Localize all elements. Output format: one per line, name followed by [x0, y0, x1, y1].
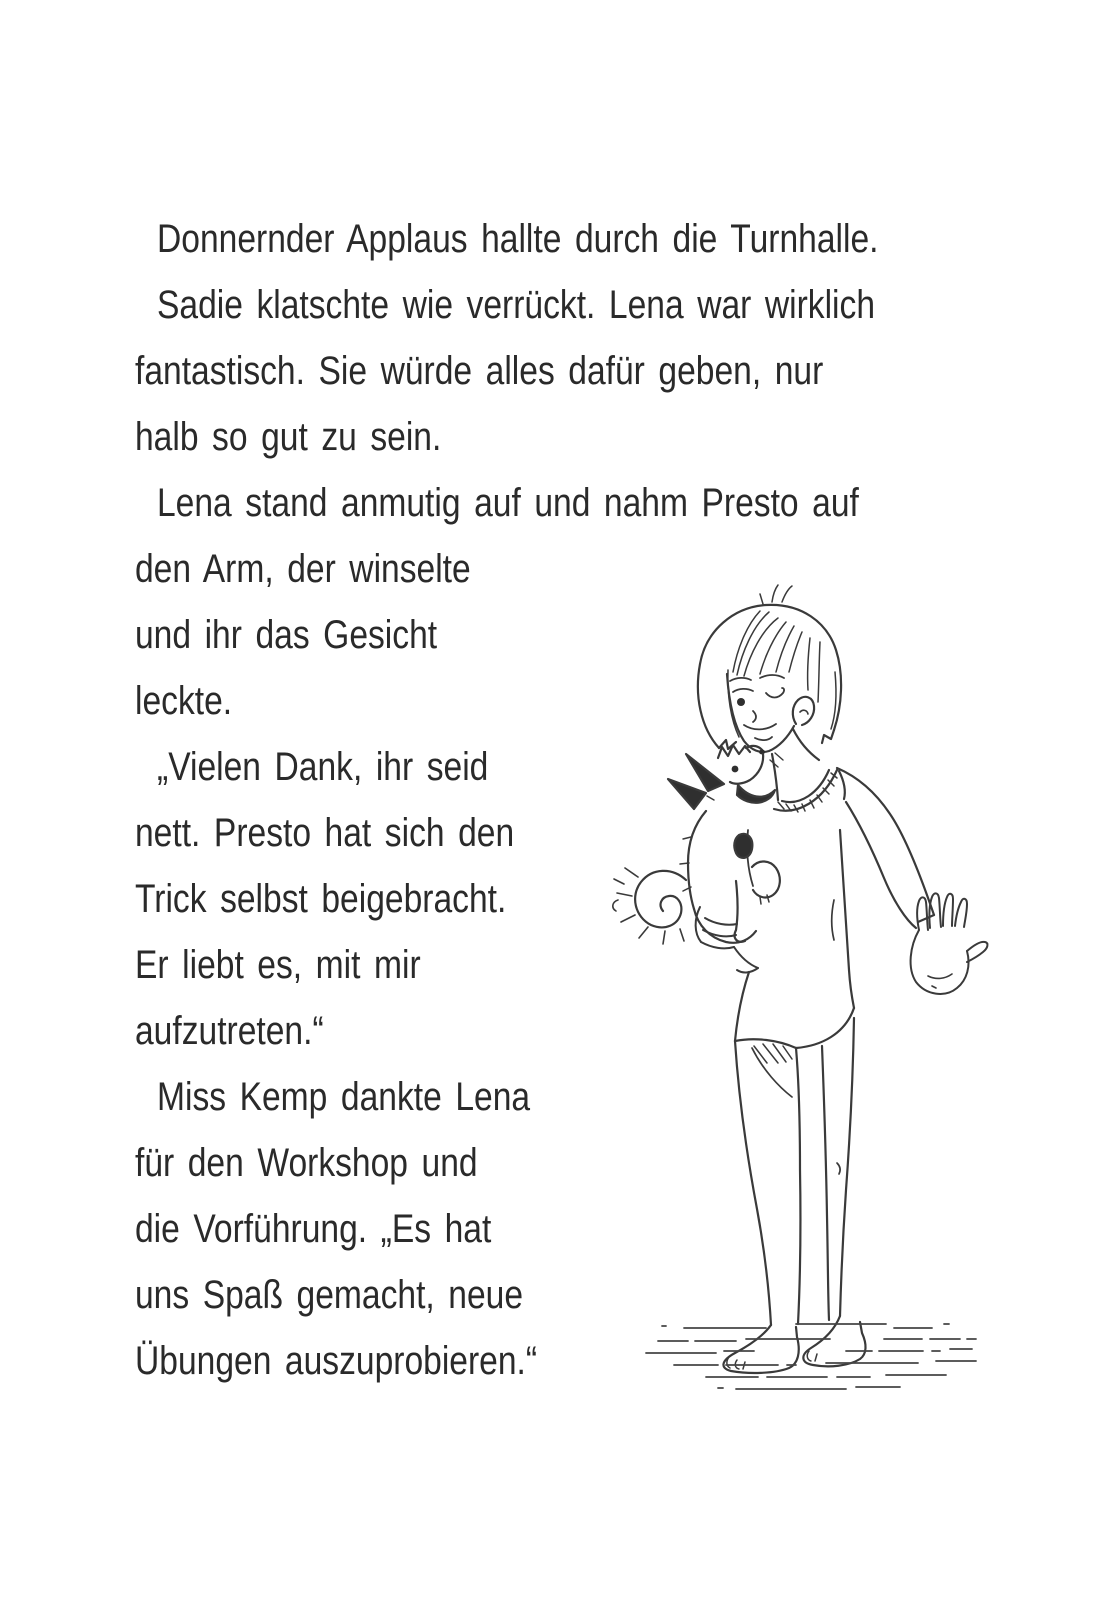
story-line-text: Sadie klatschte wie verrückt. Lena war wirklich: [157, 283, 876, 327]
girl-spread-hand: [911, 893, 988, 994]
dog-mouth: [737, 785, 775, 803]
story-line: [157, 272, 876, 338]
dog-chest: [688, 811, 706, 909]
girl-leotard: [735, 830, 854, 1097]
story-line-text: Trick selbst beigebracht.: [135, 877, 507, 921]
girl-brow-left: [730, 678, 751, 681]
story-line-text: nett. Presto hat sich den: [135, 811, 515, 855]
dog-belly: [694, 909, 756, 943]
story-line-text: Übungen auszuprobieren.“: [135, 1339, 538, 1383]
dog-figure: [613, 745, 780, 944]
story-line: [157, 206, 879, 272]
girl-holding-hand: [696, 907, 758, 972]
lena-presto-illustration: [588, 578, 1000, 1410]
girl-open-eye: [737, 698, 745, 706]
girl-legs: [735, 1018, 854, 1325]
girl-figure: [696, 585, 988, 1373]
story-line-text: leckte.: [135, 679, 233, 723]
story-line-text: und ihr das Gesicht: [135, 613, 438, 657]
story-line-text: halb so gut zu sein.: [135, 415, 442, 459]
girl-chin: [755, 737, 772, 740]
girl-nose: [753, 711, 756, 722]
story-line-text: uns Spaß gemacht, neue: [135, 1273, 524, 1317]
story-line-text: fantastisch. Sie würde alles dafür geben, nur: [135, 349, 824, 393]
dog-ear: [686, 754, 724, 791]
dog-eye: [732, 766, 739, 773]
story-line: [135, 338, 849, 404]
dog-tail-fluff: [613, 868, 684, 944]
story-line-text: Miss Kemp dankte Lena: [157, 1075, 531, 1119]
dog-head-fur: [718, 745, 750, 758]
dog-raised-paw: [752, 861, 780, 897]
story-line-text: die Vorführung. „Es hat: [135, 1207, 492, 1251]
girl-wink-eye: [766, 688, 784, 698]
story-line-text: aufzutreten.“: [135, 1009, 324, 1053]
dog-patch: [734, 834, 752, 858]
girl-extended-arm: [837, 768, 934, 928]
story-line-text: für den Workshop und: [135, 1141, 478, 1185]
story-line: [157, 470, 859, 536]
story-line-text: den Arm, der winselte: [135, 547, 471, 591]
dog-tail: [635, 871, 686, 928]
illustration-svg: [588, 578, 1000, 1410]
story-line-text: Donnernder Applaus hallte durch die Turnhalle.: [157, 217, 879, 261]
girl-hair: [698, 585, 841, 749]
story-line-text: Lena stand anmutig auf und nahm Presto auf: [157, 481, 859, 525]
ground-hatching: [646, 1324, 976, 1389]
dog-front-leg: [736, 881, 738, 930]
story-line-text: „Vielen Dank, ihr seid: [157, 745, 489, 789]
dog-ear: [668, 779, 706, 809]
girl-smile: [744, 724, 776, 729]
story-line: [135, 404, 849, 470]
girl-brow-right: [760, 675, 784, 678]
girl-eyelid-left: [733, 689, 753, 692]
story-line-text: Er liebt es, mit mir: [135, 943, 421, 987]
